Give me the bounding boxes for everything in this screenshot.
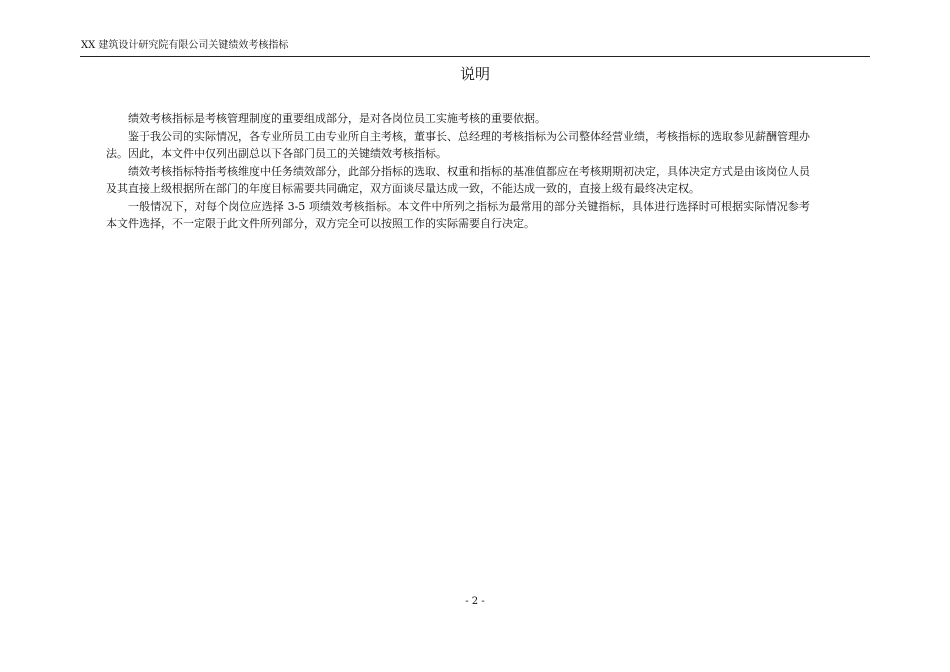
document-body	[106, 110, 810, 233]
paragraph: 鉴于我公司的实际情况，各专业所员工由专业所自主考核，董事长、总经理的考核指标为公司整体经营业绩，考核指标的选取参见薪酬管理办法。因此，本文件中仅列出副总以下各部门员工的关键绩效考核指标。	[106, 129, 810, 160]
page-header	[80, 40, 870, 57]
paragraph: 一般情况下，对每个岗位应选择 3-5 项绩效考核指标。本文件中所列之指标为最常用的部分关键指标，具体进行选择时可根据实际情况参考本文件选择，不一定限于此文件所列部分，双方完全可以按照工作的实际需要自行决定。	[106, 199, 810, 230]
document-title: 说明	[459, 65, 490, 83]
paragraph: 绩效考核指标特指考核维度中任务绩效部分，此部分指标的选取、权重和指标的基准值都应在考核期期初决定，具体决定方式是由该岗位人员及其直接上级根据所在部门的年度目标需要共同确定，双方面谈尽量达成一致，不能达成一致的，直接上级有最终决定权。	[106, 164, 810, 195]
paragraph: 绩效考核指标是考核管理制度的重要组成部分，是对各岗位员工实施考核的重要依据。	[128, 112, 546, 125]
page-number: - 2 -	[465, 596, 485, 607]
header-title: XX 建筑设计研究院有限公司关键绩效考核指标	[81, 40, 289, 51]
